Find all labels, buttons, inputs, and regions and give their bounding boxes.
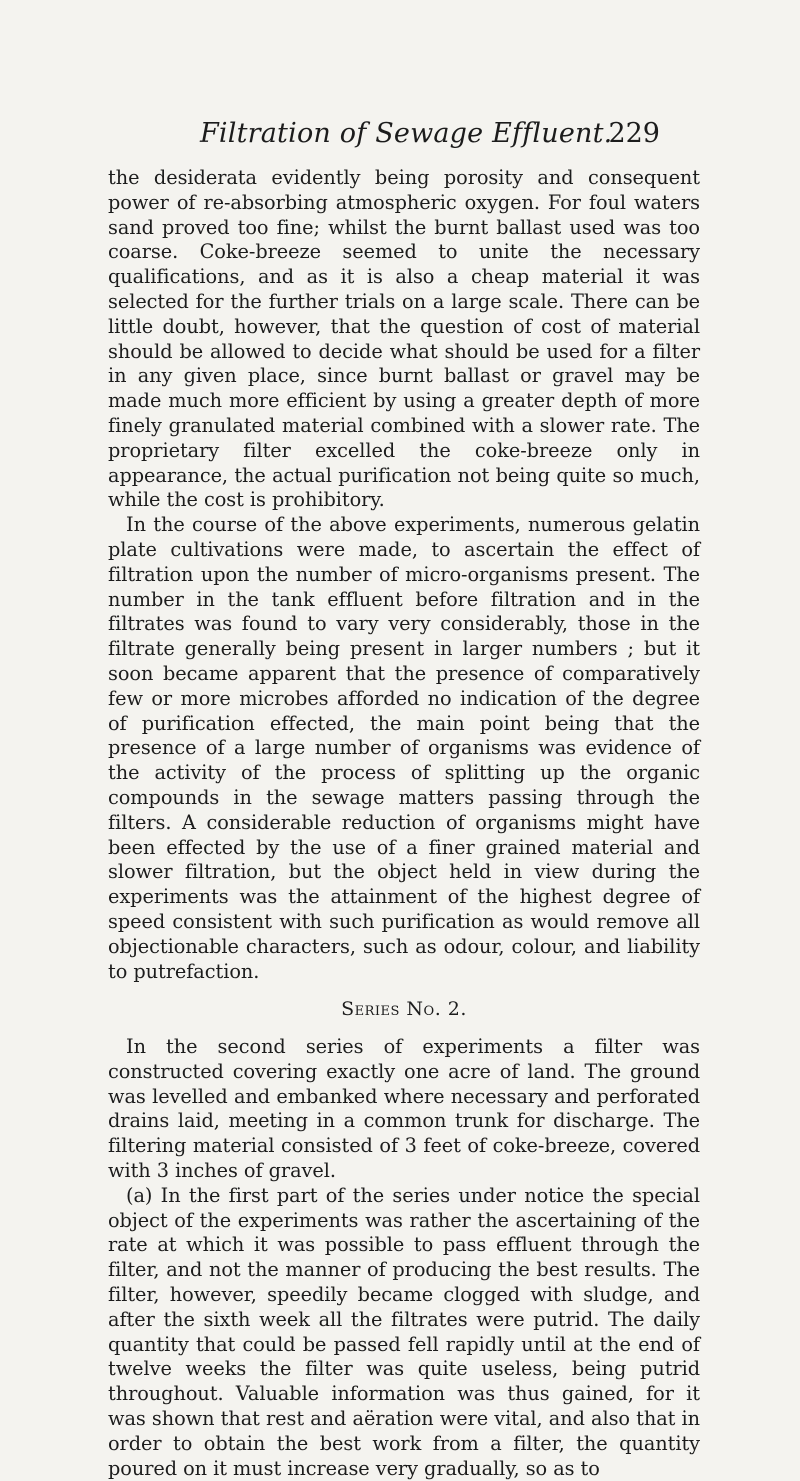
section-heading: Series No. 2. [341, 998, 467, 1021]
paragraph-continued: the desiderata evidently being porosity and consequent power of re-absorbing atmospheric oxygen. For foul waters sand proved too fine; whilst the burnt ballast used was too coarse. Coke-breeze seemed to unite the necessary qualifications, and as it is also a cheap material it was selected for the further trials on a large scale. There can be little doubt, however, that the question of cost of material should be allowed to decide what should be used for a filter in any given place, since burnt ballast or gravel may be made much more efficient by using a greater depth of more finely granulated material combined with a slower rate. The proprietary filter excelled the coke-breeze only in appearance, the actual purification not being quite so much, while the cost is prohibitory. [108, 166, 700, 512]
paragraph-microorganisms: In the course of the above experiments, numerous gelatin plate cultivations were made, to ascertain the effect of filtration upon the number of micro-organisms present. The number in the tank effluent before filtration and in the filtrates was found to vary very considerably, those in the filtrate generally being present in larger numbers ; but it soon became apparent that the presence of comparatively few or more microbes afforded no indication of the degree of purification effected, the main point being that the presence of a large number of organisms was evidence of the activity of the process of splitting up the organic compounds in the sewage matters passing through the filters. A considerable reduction of organisms might have been effected by the use of a finer grained material and slower filtration, but the object held in view during the experiments was the attainment of the highest degree of speed consistent with such purification as would remove all objectionable characters, such as odour, colour, and liability to putrefaction. [108, 513, 700, 983]
body-text [108, 166, 700, 1481]
paragraph-series-two: In the second series of experiments a filter was constructed covering exactly one acre of land. The ground was levelled and embanked where necessary and perforated drains laid, meeting in a common trunk for discharge. The filtering material consisted of 3 feet of coke-breeze, covered with 3 inches of gravel. [108, 1035, 700, 1183]
page-header [200, 118, 660, 158]
paragraph-part-a: (a) In the first part of the series under notice the special object of the experiments was rather the ascertaining of the rate at which it was possible to pass effluent through the filter, and not the manner of producing the best results. The filter, however, speedily became clogged with sludge, and after the sixth week all the filtrates were putrid. The daily quantity that could be passed fell rapidly until at the end of twelve weeks the filter was quite useless, being putrid throughout. Valuable information was thus gained, for it was shown that rest and aëration were vital, and also that in order to obtain the best work from a filter, the quantity poured on it must increase very gradually, so as to [108, 1183, 700, 1480]
running-title: Filtration of Sewage Effluent. [200, 118, 613, 149]
page-number: 229 [608, 118, 660, 149]
